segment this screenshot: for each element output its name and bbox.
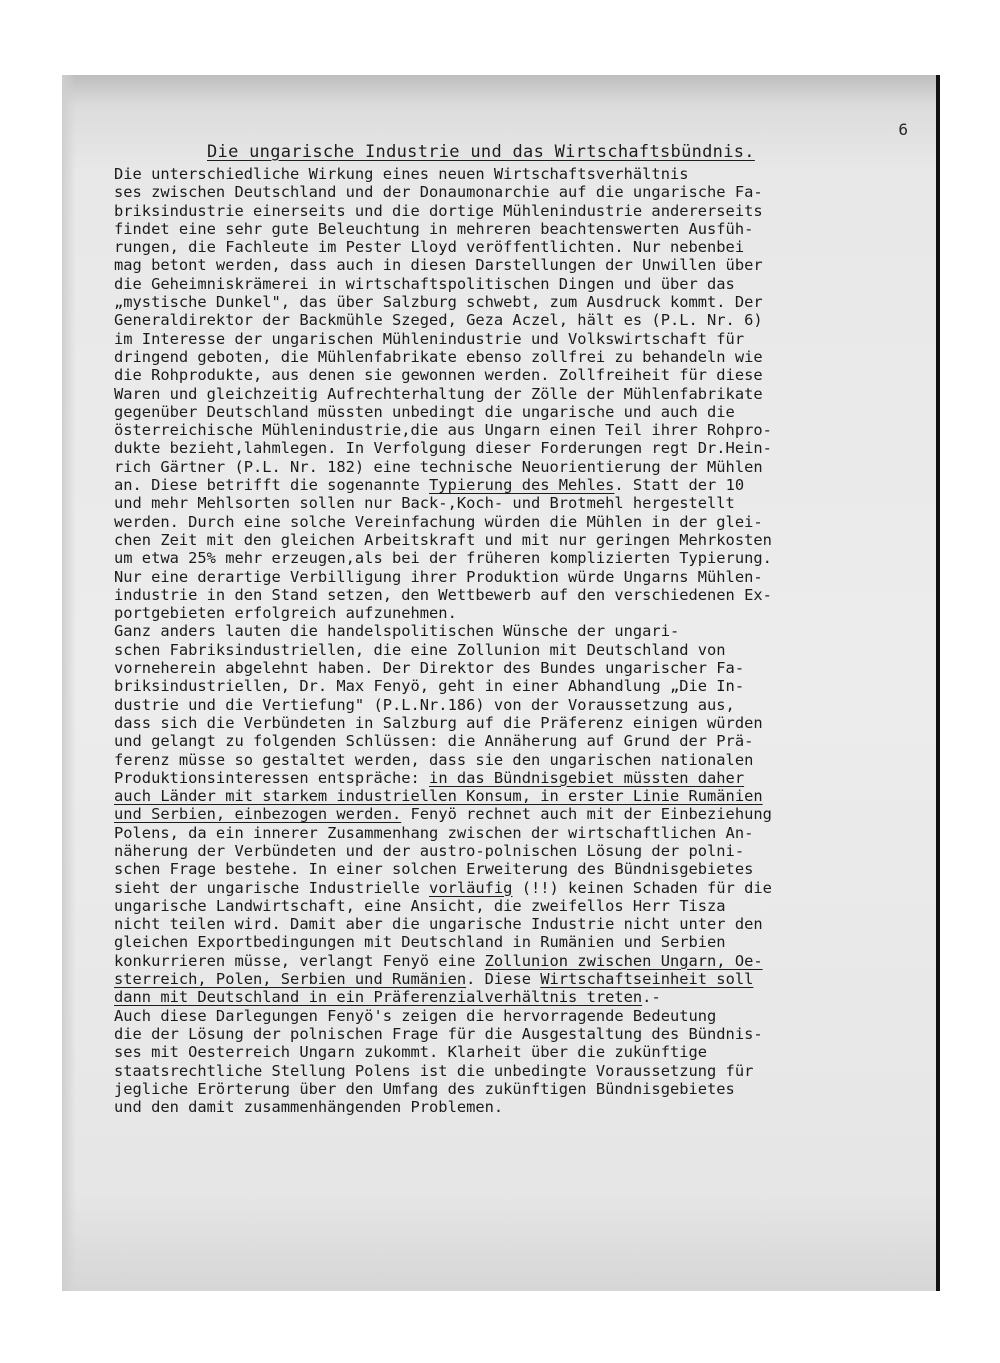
line-text: werden. Durch eine solche Vereinfachung würden die Mühlen in der glei- (114, 512, 763, 531)
line-text: dustrie und die Vertiefung" (P.L.Nr.186) von der Voraussetzung aus, (114, 695, 735, 714)
text-line (114, 311, 934, 329)
line-text: Nur eine derartige Verbilligung ihrer Produktion würde Ungarns Mühlen- (114, 567, 763, 586)
line-text: konkurrieren müsse, verlangt Fenyö eine (114, 951, 485, 970)
text-line (114, 183, 934, 201)
line-text: im Interesse der ungarischen Mühlenindustrie und Volkswirtschaft für (114, 329, 745, 348)
text-line (114, 915, 934, 933)
line-text: nicht teilen wird. Damit aber die ungarische Industrie nicht unter den (114, 915, 763, 934)
line-text: vorneherein abgelehnt haben. Der Direktor des Bundes ungarischer Fa- (114, 659, 745, 678)
text-line (114, 604, 934, 622)
body-text (114, 165, 934, 1116)
text-line (114, 1080, 934, 1098)
text-line (114, 568, 934, 586)
line-text: ungarische Landwirtschaft, eine Ansicht, die zweifellos Herr Tisza (114, 896, 726, 915)
line-text: schen Fabriksindustriellen, die eine Zollunion mit Deutschland von (114, 640, 726, 659)
text-line (114, 494, 934, 512)
text-line (114, 586, 934, 604)
line-text: gegenüber Deutschland müssten unbedingt die ungarische und auch die (114, 402, 735, 421)
text-line (114, 348, 934, 366)
underlined-text: auch Länder mit starkem industriellen Konsum, in erster Linie Rumänien (114, 787, 763, 806)
line-text: dass sich die Verbündeten in Salzburg auf die Präferenz einigen würden (114, 713, 763, 732)
underlined-text: dann mit Deutschland in ein Präferenzialverhältnis treten (114, 988, 643, 1007)
text-line (114, 403, 934, 421)
line-text: Die unterschiedliche Wirkung eines neuen Wirtschaftsverhältnis (114, 165, 689, 183)
text-line (114, 165, 934, 183)
text-line (114, 696, 934, 714)
text-line (114, 751, 934, 769)
line-text: portgebieten erfolgreich aufzunehmen. (114, 604, 457, 623)
line-text: industrie in den Stand setzen, den Wettbewerb auf den verschiedenen Ex- (114, 585, 772, 604)
scanned-page (62, 75, 940, 1291)
line-text: rungen, die Fachleute im Pester Lloyd veröffentlichten. Nur nebenbei (114, 238, 745, 257)
underlined-text: sterreich, Polen, Serbien und Rumänien (114, 970, 467, 989)
line-text: die Rohprodukte, aus denen sie gewonnen werden. Zollfreiheit für diese (114, 366, 763, 385)
line-text: Fenyö rechnet auch mit der Einbeziehung (401, 805, 772, 824)
line-text: .- (642, 988, 661, 1007)
text-line (114, 1098, 934, 1116)
text-line (114, 677, 934, 695)
line-text: und mehr Mehlsorten sollen nur Back-,Koch- und Brotmehl hergestellt (114, 494, 735, 513)
text-line (114, 220, 934, 238)
line-text: die der Lösung der polnischen Frage für die Ausgestaltung des Bündnis- (114, 1024, 763, 1043)
text-line (114, 860, 934, 878)
line-text: gleichen Exportbedingungen mit Deutschland in Rumänien und Serbien (114, 933, 726, 952)
line-text: rich Gärtner (P.L. Nr. 182) eine technische Neuorientierung der Mühlen (114, 457, 763, 476)
underlined-text: Typierung des Mehles (429, 476, 615, 495)
line-text: . Diese (466, 970, 541, 989)
text-line (114, 879, 934, 897)
line-text: Waren und gleichzeitig Aufrechterhaltung der Zölle der Mühlenfabrikate (114, 384, 763, 403)
text-line (114, 897, 934, 915)
line-text: dringend geboten, die Mühlenfabrikate ebenso zollfrei zu behandeln wie (114, 347, 763, 366)
text-line (114, 1025, 934, 1043)
text-line (114, 421, 934, 439)
underlined-text: in das Bündnisgebiet müssten daher (429, 768, 745, 787)
text-line (114, 769, 934, 787)
text-line (114, 531, 934, 549)
text-line (114, 513, 934, 531)
text-line (114, 549, 934, 567)
text-line (114, 476, 934, 494)
line-text: ses zwischen Deutschland und der Donaumonarchie auf die ungarische Fa- (114, 183, 763, 202)
text-line (114, 952, 934, 970)
line-text: ferenz müsse so gestaltet werden, dass sie den ungarischen nationalen (114, 750, 754, 769)
line-text: näherung der Verbündeten und der austro-polnischen Lösung der polni- (114, 841, 745, 860)
text-line (114, 275, 934, 293)
text-line (114, 1043, 934, 1061)
text-line (114, 1007, 934, 1025)
line-text: ses mit Oesterreich Ungarn zukommt. Klarheit über die zukünftige (114, 1043, 708, 1062)
text-line (114, 293, 934, 311)
line-text: sieht der ungarische Industrielle (114, 878, 430, 897)
line-text: österreichische Mühlenindustrie,die aus Ungarn einen Teil ihrer Rohpro- (114, 421, 772, 440)
line-text: chen Zeit mit den gleichen Arbeitskraft und mit nur geringen Mehrkosten (114, 530, 772, 549)
line-text: jegliche Erörterung über den Umfang des zukünftigen Bündnisgebietes (114, 1079, 735, 1098)
underlined-text: vorläufig (429, 878, 513, 897)
line-text: briksindustriellen, Dr. Max Fenyö, geht in einer Abhandlung „Die In- (114, 677, 745, 696)
text-line (114, 1062, 934, 1080)
text-line (114, 385, 934, 403)
line-text: briksindustrie einerseits und die dortige Mühlenindustrie andererseits (114, 201, 763, 220)
text-line (114, 439, 934, 457)
line-text: um etwa 25% mehr erzeugen,als bei der früheren komplizierten Typierung. (114, 549, 772, 568)
text-line (114, 970, 934, 988)
text-line (114, 805, 934, 823)
page-number: 6 (898, 120, 908, 139)
line-text: mag betont werden, dass auch in diesen Darstellungen der Unwillen über (114, 256, 763, 275)
underlined-text: Zollunion zwischen Ungarn, Oe- (484, 951, 763, 970)
line-text: . Statt der 10 (614, 476, 745, 495)
line-text: staatsrechtliche Stellung Polens ist die unbedingte Voraussetzung für (114, 1061, 754, 1080)
text-line (114, 714, 934, 732)
text-line (114, 622, 934, 640)
underlined-text: Wirtschaftseinheit soll (540, 970, 754, 989)
line-text: die Geheimniskrämerei in wirtschaftspolitischen Dingen und über das (114, 274, 735, 293)
line-text: schen Frage bestehe. In einer solchen Erweiterung des Bündnisgebietes (114, 860, 754, 879)
text-line (114, 256, 934, 274)
line-text: Produktionsinteressen entspräche: (114, 768, 430, 787)
text-line (114, 202, 934, 220)
line-text: „mystische Dunkel", das über Salzburg schwebt, zum Ausdruck kommt. Der (114, 293, 763, 312)
text-line (114, 659, 934, 677)
text-line (114, 458, 934, 476)
line-text: (!!) keinen Schaden für die (512, 878, 772, 897)
text-line (114, 732, 934, 750)
text-line (114, 842, 934, 860)
text-line (114, 824, 934, 842)
line-text: und den damit zusammenhängenden Problemen. (114, 1098, 504, 1117)
underlined-text: und Serbien, einbezogen werden. (114, 805, 402, 824)
text-line (114, 330, 934, 348)
text-line (114, 787, 934, 805)
text-line (114, 641, 934, 659)
line-text: Polens, da ein innerer Zusammenhang zwischen der wirtschaftlichen An- (114, 823, 754, 842)
line-text: und gelangt zu folgenden Schlüssen: die Annäherung auf Grund der Prä- (114, 732, 754, 751)
line-text: Generaldirektor der Backmühle Szeged, Geza Aczel, hält es (P.L. Nr. 6) (114, 311, 763, 330)
text-line (114, 238, 934, 256)
text-line (114, 933, 934, 951)
line-text: Ganz anders lauten die handelspolitischen Wünsche der ungari- (114, 622, 680, 641)
line-text: dukte bezieht,lahmlegen. In Verfolgung dieser Forderungen regt Dr.Hein- (114, 439, 772, 458)
line-text: Auch diese Darlegungen Fenyö's zeigen die hervorragende Bedeutung (114, 1006, 717, 1025)
text-line (114, 988, 934, 1006)
line-text: an. Diese betrifft die sogenannte (114, 476, 430, 495)
line-text: findet eine sehr gute Beleuchtung in mehreren beachtenswerten Ausfüh- (114, 219, 754, 238)
text-line (114, 366, 934, 384)
document-title: Die ungarische Industrie und das Wirtschaftsbündnis. (207, 142, 755, 162)
